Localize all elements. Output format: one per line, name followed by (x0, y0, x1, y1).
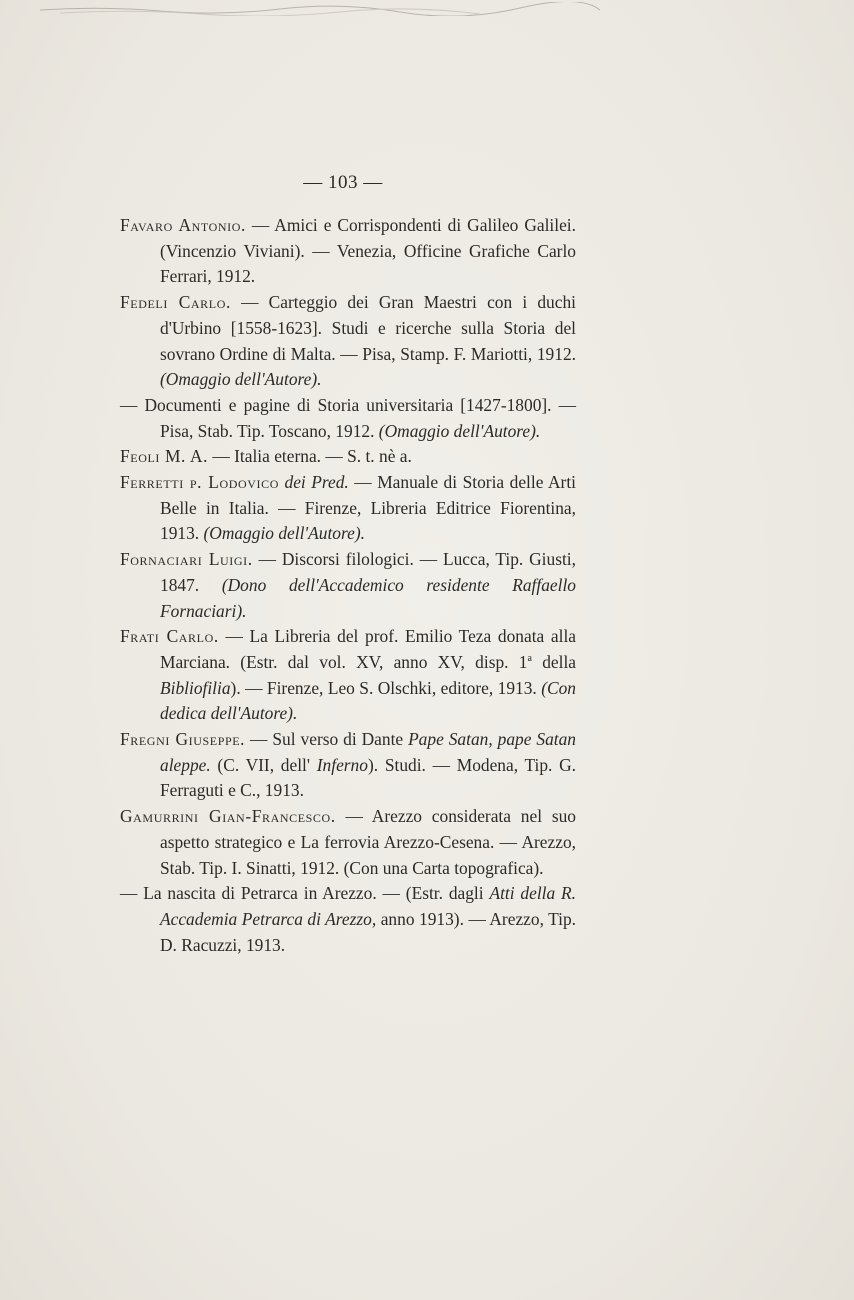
entry-author: Ferretti p. Lodovico (120, 472, 279, 493)
entry-note: (Omaggio dell'Autore). (378, 420, 541, 441)
entry-text: La nascita di Petrarca in Arezzo. — (Estr. dagli (137, 883, 490, 904)
entry-author-dash: — (120, 394, 138, 415)
list-item (120, 213, 576, 290)
entry-text: Documenti e pagine di Storia universitaria [1427-1800]. — Pisa, Stab. Tip. Toscano, 1912. (137, 394, 576, 441)
entry-work: Inferno (316, 754, 368, 775)
entry-author: Feoli M. A. (120, 446, 209, 467)
entry-text: — Sul verso di Dante (245, 729, 409, 750)
list-item (120, 727, 576, 804)
entry-text: anno 1913). — Arezzo, Tip. D. Racuzzi, 1913. (160, 908, 576, 955)
entry-text: — La Libreria del prof. Emilio Teza donata alla Marciana. (Estr. dal vol. XV, anno XV, disp. 1 (160, 626, 577, 672)
list-item (120, 470, 576, 547)
list-item (120, 881, 576, 958)
list-item (120, 624, 576, 727)
entry-author-dash: — (120, 883, 138, 904)
entry-journal: Atti della R. Accademia Petrarca di Arezzo, (160, 883, 577, 929)
list-item (120, 804, 576, 881)
entry-author: Fornaciari Luigi. (120, 549, 253, 570)
entry-text: — Amici e Corrispondenti di Galileo Galilei. (Vincenzio Viviani). — Venezia, Officine Grafiche Carlo Ferrari, 1912. (160, 215, 576, 287)
entry-text: — Carteggio dei Gran Maestri con i duchi d'Urbino [1558-1623]. Studi e ricerche sulla Storia del sovrano Ordine di Malta. — Pisa, Stamp. F. Mariotti, 1912. (160, 292, 576, 364)
page-number: — 103 — (303, 172, 383, 193)
list-item (120, 290, 576, 393)
entry-superscript: a (527, 653, 532, 665)
list-item (120, 444, 576, 470)
entry-note: (Omaggio dell'Autore). (203, 523, 365, 544)
entry-text: (C. VII, dell' (210, 754, 317, 775)
entry-text: ). — Firenze, Leo S. Olschki, editore, 1913. (230, 677, 542, 698)
entry-author: Fregni Giuseppe. (120, 729, 246, 750)
entry-author: Gamurrini Gian-Francesco. (120, 806, 336, 827)
entry-author: Fedeli Carlo. (120, 292, 231, 313)
entry-author: Favaro Antonio. (120, 215, 246, 235)
entry-author: Frati Carlo. (120, 626, 219, 647)
entry-text: — Manuale di Storia delle Arti Belle in Italia. — Firenze, Libreria Editrice Fiorentina, 1913. (160, 472, 576, 544)
entry-text: ). Studi. — Modena, Tip. G. Ferraguti e C., 1913. (160, 754, 577, 801)
list-item (120, 547, 576, 624)
entry-quote: Pape Satan, pape Satan aleppe. (160, 729, 576, 775)
entry-order: dei Pred. (279, 472, 349, 493)
entry-note: (Omaggio dell'Autore). (160, 369, 322, 390)
entry-text: — Discorsi filologici. — Lucca, Tip. Giusti, 1847. (160, 549, 576, 595)
bibliography-list (120, 213, 576, 958)
list-item (120, 393, 576, 444)
entry-note: (Dono dell'Accademico residente Raffaello Fornaciari). (160, 574, 576, 621)
entry-text: — Italia eterna. — S. t. nè a. (208, 446, 412, 467)
entry-journal: Bibliofilia (160, 677, 231, 698)
entry-text: — Arezzo considerata nel suo aspetto strategico e La ferrovia Arezzo-Cesena. — Arezzo, Stab. Tip. I. Sinatti, 1912. (Con una Carta topografica). (160, 806, 576, 878)
torn-top-edge (40, 2, 600, 16)
entry-note: (Con dedica dell'Autore). (160, 677, 576, 724)
entry-text: della (531, 651, 576, 672)
